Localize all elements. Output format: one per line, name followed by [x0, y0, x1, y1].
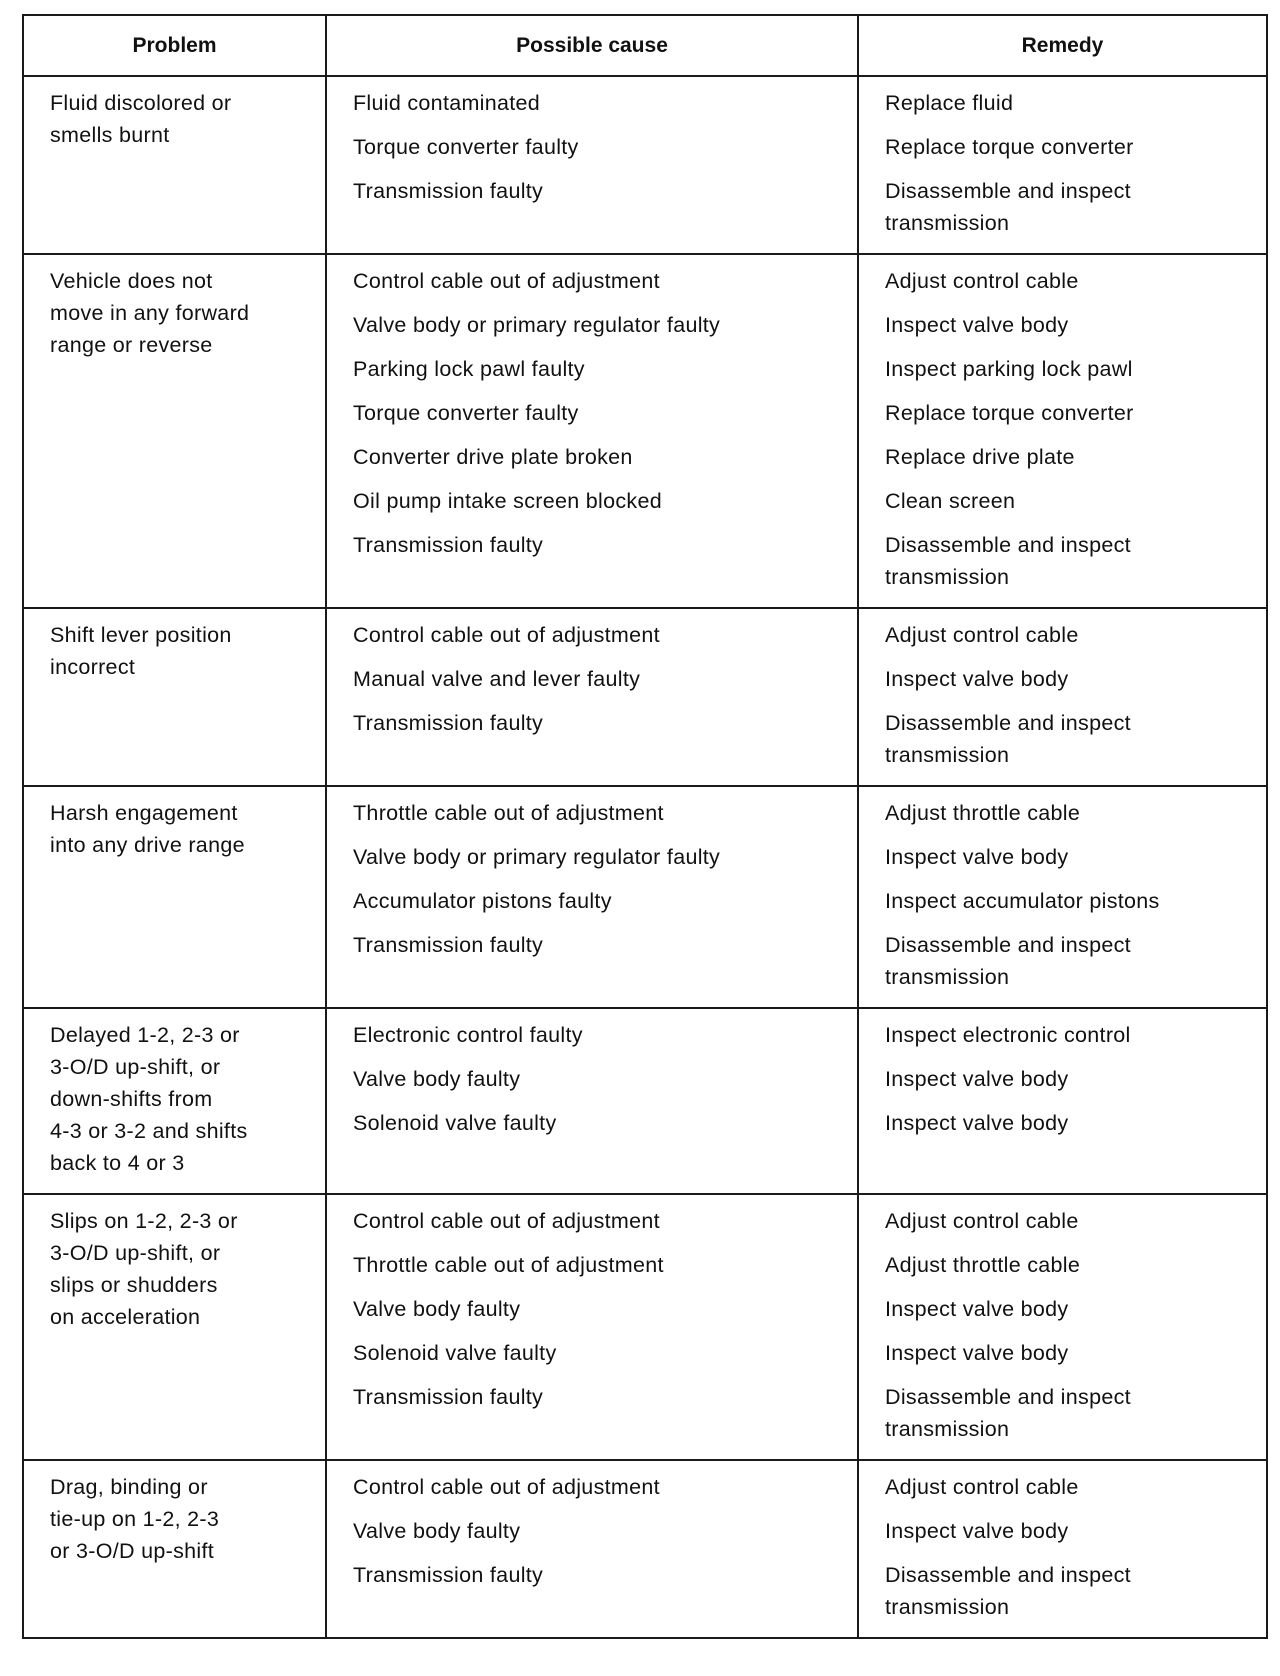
remedy-item: Inspect parking lock pawl: [885, 357, 1133, 381]
problem-text: Drag, binding or tie-up on 1-2, 2-3 or 3-O/D up-shift: [50, 1475, 220, 1563]
cause-item: Valve body or primary regulator faulty: [353, 845, 721, 869]
problem-text: Fluid discolored or smells burnt: [50, 91, 232, 147]
remedy-item: Inspect valve body: [885, 1297, 1069, 1321]
remedy-cell: [858, 1194, 1267, 1460]
remedy-cell: [858, 1008, 1267, 1194]
cause-item: Transmission faulty: [353, 533, 544, 557]
problem-cell: [23, 608, 326, 786]
table-header: [23, 15, 1267, 76]
cause-item: Valve body faulty: [353, 1067, 521, 1091]
problem-cell: [23, 786, 326, 1008]
possible-cause-cell: [326, 254, 858, 608]
remedy-item: Disassemble and inspect transmission: [885, 1563, 1131, 1619]
table-row: [23, 608, 1267, 786]
problem-text: Harsh engagement into any drive range: [50, 801, 245, 857]
cause-item: Solenoid valve faulty: [353, 1111, 557, 1135]
possible-cause-cell: [326, 1194, 858, 1460]
cause-item: Valve body faulty: [353, 1519, 521, 1543]
possible-cause-cell: [326, 608, 858, 786]
remedy-item: Adjust control cable: [885, 269, 1079, 293]
cause-item: Torque converter faulty: [353, 135, 579, 159]
cause-item: Valve body or primary regulator faulty: [353, 313, 721, 337]
remedy-item: Inspect accumulator pistons: [885, 889, 1160, 913]
remedy-item: Inspect valve body: [885, 1067, 1069, 1091]
problem-text: Delayed 1-2, 2-3 or 3-O/D up-shift, or down-shifts from 4-3 or 3-2 and shifts back to 4 or 3: [50, 1023, 248, 1175]
cause-item: Parking lock pawl faulty: [353, 357, 585, 381]
cause-item: Control cable out of adjustment: [353, 1475, 660, 1499]
remedy-item: Inspect valve body: [885, 313, 1069, 337]
table-row: [23, 1460, 1267, 1638]
cause-item: Oil pump intake screen blocked: [353, 489, 662, 513]
header-problem: Problem: [23, 15, 326, 76]
possible-cause-cell: [326, 786, 858, 1008]
possible-cause-cell: [326, 76, 858, 254]
cause-item: Electronic control faulty: [353, 1023, 583, 1047]
remedy-item: Disassemble and inspect transmission: [885, 1385, 1131, 1441]
cause-item: Control cable out of adjustment: [353, 623, 660, 647]
remedy-item: Clean screen: [885, 489, 1016, 513]
cause-item: Fluid contaminated: [353, 91, 541, 115]
problem-cell: [23, 76, 326, 254]
remedy-cell: [858, 1460, 1267, 1638]
cause-item: Transmission faulty: [353, 1385, 544, 1409]
remedy-item: Replace drive plate: [885, 445, 1075, 469]
cause-item: Torque converter faulty: [353, 401, 579, 425]
cause-item: Manual valve and lever faulty: [353, 667, 641, 691]
cause-item: Converter drive plate broken: [353, 445, 633, 469]
table-row: [23, 76, 1267, 254]
troubleshooting-table-container: [22, 14, 1266, 1639]
remedy-item: Inspect valve body: [885, 1111, 1069, 1135]
problem-text: Slips on 1-2, 2-3 or 3-O/D up-shift, or slips or shudders on acceleration: [50, 1209, 238, 1329]
remedy-cell: [858, 786, 1267, 1008]
cause-item: Transmission faulty: [353, 933, 544, 957]
problem-text: Shift lever position incorrect: [50, 623, 232, 679]
remedy-cell: [858, 254, 1267, 608]
problem-cell: [23, 1008, 326, 1194]
cause-item: Control cable out of adjustment: [353, 1209, 660, 1233]
remedy-cell: [858, 608, 1267, 786]
troubleshooting-table: [22, 14, 1268, 1639]
remedy-item: Disassemble and inspect transmission: [885, 533, 1131, 589]
header-possible-cause: Possible cause: [326, 15, 858, 76]
table-row: [23, 786, 1267, 1008]
cause-item: Solenoid valve faulty: [353, 1341, 557, 1365]
cause-item: Transmission faulty: [353, 711, 544, 735]
remedy-item: Inspect valve body: [885, 1519, 1069, 1543]
remedy-item: Adjust control cable: [885, 1475, 1079, 1499]
problem-text: Vehicle does not move in any forward range or reverse: [50, 269, 250, 357]
table-row: [23, 1008, 1267, 1194]
remedy-cell: [858, 76, 1267, 254]
cause-item: Control cable out of adjustment: [353, 269, 660, 293]
header-remedy: Remedy: [858, 15, 1267, 76]
table-row: [23, 254, 1267, 608]
remedy-item: Disassemble and inspect transmission: [885, 933, 1131, 989]
remedy-item: Replace torque converter: [885, 401, 1134, 425]
cause-item: Throttle cable out of adjustment: [353, 801, 664, 825]
remedy-item: Disassemble and inspect transmission: [885, 711, 1131, 767]
problem-cell: [23, 254, 326, 608]
cause-item: Transmission faulty: [353, 1563, 544, 1587]
cause-item: Throttle cable out of adjustment: [353, 1253, 664, 1277]
remedy-item: Inspect electronic control: [885, 1023, 1131, 1047]
remedy-item: Adjust control cable: [885, 623, 1079, 647]
table-body: [23, 76, 1267, 1638]
remedy-item: Inspect valve body: [885, 845, 1069, 869]
possible-cause-cell: [326, 1008, 858, 1194]
remedy-item: Disassemble and inspect transmission: [885, 179, 1131, 235]
remedy-item: Replace torque converter: [885, 135, 1134, 159]
cause-item: Valve body faulty: [353, 1297, 521, 1321]
cause-item: Accumulator pistons faulty: [353, 889, 612, 913]
problem-cell: [23, 1460, 326, 1638]
cause-item: Transmission faulty: [353, 179, 544, 203]
remedy-item: Replace fluid: [885, 91, 1014, 115]
remedy-item: Adjust control cable: [885, 1209, 1079, 1233]
remedy-item: Adjust throttle cable: [885, 1253, 1081, 1277]
header-row: [23, 15, 1267, 76]
problem-cell: [23, 1194, 326, 1460]
remedy-item: Inspect valve body: [885, 1341, 1069, 1365]
remedy-item: Adjust throttle cable: [885, 801, 1081, 825]
possible-cause-cell: [326, 1460, 858, 1638]
remedy-item: Inspect valve body: [885, 667, 1069, 691]
table-row: [23, 1194, 1267, 1460]
